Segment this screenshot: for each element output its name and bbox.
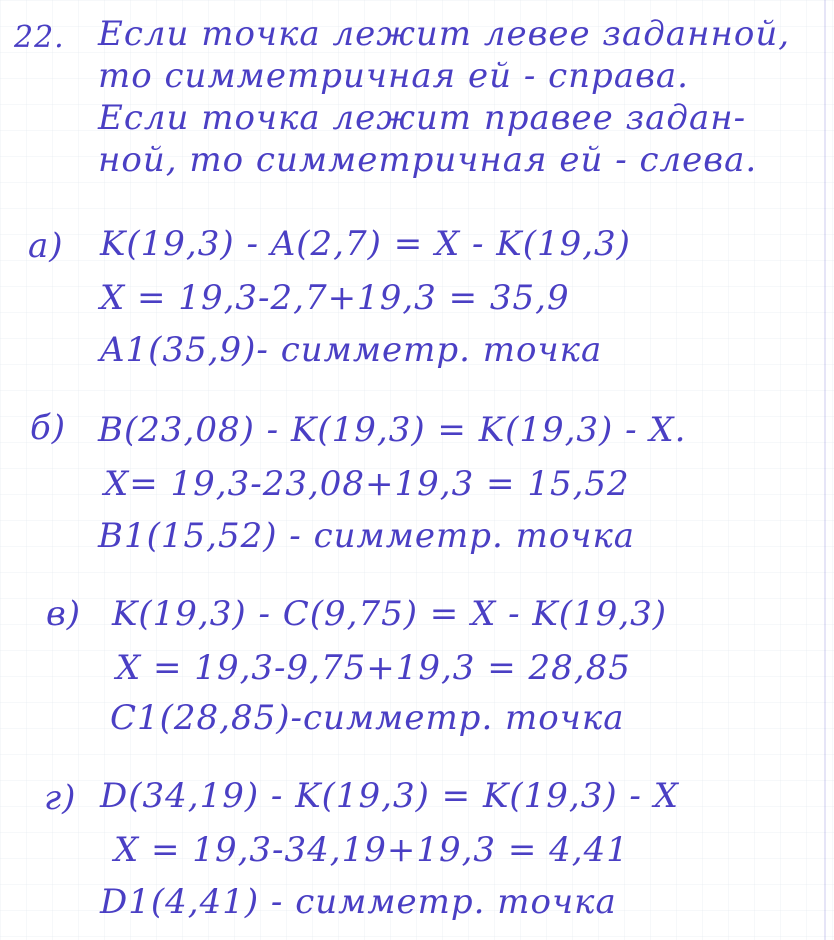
part-a-line: A1(35,9)- симметр. точка [100, 330, 603, 370]
problem-text-line: Если точка лежит правее задан- [98, 98, 747, 138]
part-b-line: B1(15,52) - симметр. точка [98, 516, 636, 556]
part-d-line: D(34,19) - K(19,3) = K(19,3) - X [100, 776, 679, 816]
part-a-line: X = 19,3-2,7+19,3 = 35,9 [100, 278, 570, 318]
part-d-line: D1(4,41) - симметр. точка [100, 882, 617, 922]
part-c-line: K(19,3) - C(9,75) = X - K(19,3) [112, 594, 668, 634]
part-a-line: K(19,3) - A(2,7) = X - K(19,3) [100, 224, 631, 264]
page-edge [824, 0, 826, 940]
problem-number: 22. [14, 20, 65, 55]
part-d-line: X = 19,3-34,19+19,3 = 4,41 [114, 830, 629, 870]
problem-text-line: то симметричная ей - справа. [98, 56, 689, 96]
part-label-c: в) [46, 594, 82, 634]
part-c-line: X = 19,3-9,75+19,3 = 28,85 [116, 648, 631, 688]
part-c-line: C1(28,85)-симметр. точка [110, 698, 625, 738]
part-label-d: г) [44, 778, 77, 818]
part-b-line: X= 19,3-23,08+19,3 = 15,52 [104, 464, 630, 504]
part-label-b: б) [30, 408, 67, 448]
part-b-line: B(23,08) - K(19,3) = K(19,3) - X. [98, 410, 687, 450]
problem-text-line: ной, то симметричная ей - слева. [98, 140, 758, 180]
problem-text-line: Если точка лежит левее заданной, [98, 14, 791, 54]
part-label-a: а) [28, 226, 64, 266]
